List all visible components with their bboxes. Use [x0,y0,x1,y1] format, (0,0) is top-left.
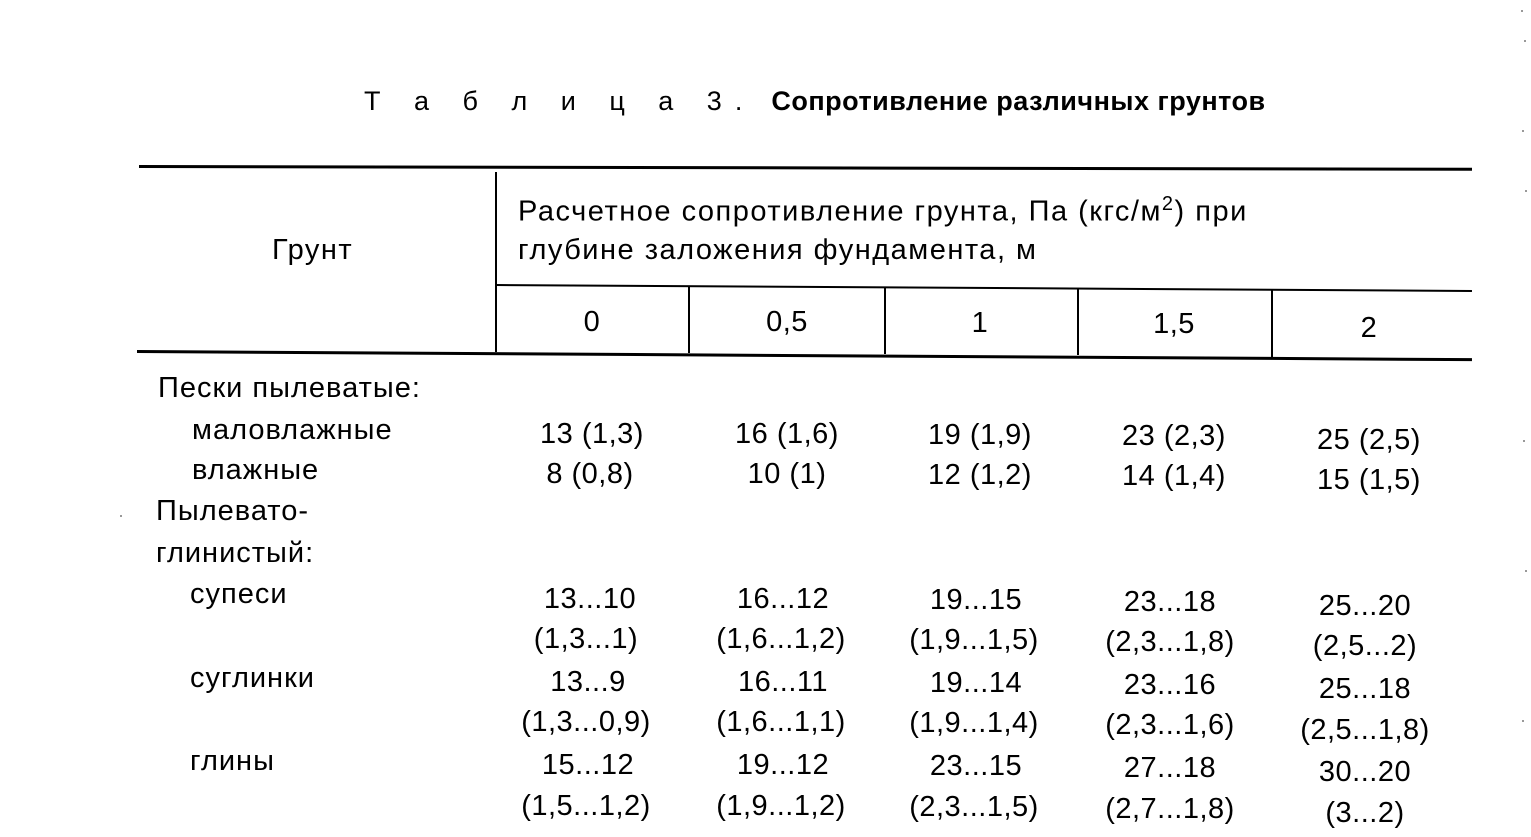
header-resistance-line2: глубине заложения фундамента, м [518,234,1038,266]
table-cell: (1,9...1,5) [909,624,1039,656]
scan-speck [1521,10,1523,12]
table-cell: 12 (1,2) [928,459,1032,491]
table-cell: (2,3...1,6) [1105,709,1235,741]
header-divider-0 [688,286,690,353]
scan-speck [1522,130,1524,132]
row-label-clay: глины [190,745,275,777]
table-cell: 25...20 [1318,590,1412,622]
header-divider-05 [884,287,886,354]
row-label-sandy-loam: супеси [190,578,288,610]
table-cell: 27...18 [1123,752,1217,784]
row-label-loam: суглинки [190,662,315,694]
depth-header-1: 1 [971,307,989,339]
header-divider-15 [1271,289,1273,357]
table-cell: (3...2) [1325,797,1405,829]
table-cell: 25 (2,5) [1317,424,1421,456]
table-cell: (1,5...1,2) [521,790,651,822]
table-cell: 13 (1,3) [540,418,644,450]
depth-header-05: 0,5 [766,306,808,338]
table-cell: 15 (1,5) [1317,464,1421,496]
group-label-silty-clay-line2: глинистый: [156,537,315,569]
depth-header-15: 1,5 [1153,308,1195,340]
table-cell: 15...12 [541,749,635,781]
scan-speck [120,515,122,517]
table-cell: 19...15 [929,584,1023,616]
table-cell: (1,9...1,2) [716,790,846,822]
table-cell: (2,7...1,8) [1105,793,1235,825]
table-cell: (2,3...1,8) [1105,626,1235,658]
group-label-silty-clay-line1: Пылевато- [156,495,310,527]
header-resistance-line1: Расчетное сопротивление грунта, Па $(кгс/м^2)$ при [518,193,1248,228]
table-cell: 30...20 [1318,756,1412,788]
table-cell: 19...14 [929,667,1023,699]
table-cell: (1,3...0,9) [521,706,651,738]
table-cell: 14 (1,4) [1122,460,1226,492]
table-cell: 19...12 [736,749,830,781]
depth-header-2: 2 [1360,312,1378,344]
table-cell: (1,6...1,1) [716,706,846,738]
depth-header-0: 0 [583,306,601,338]
table-caption [364,86,1266,117]
table-cell: (2,5...2) [1312,630,1418,662]
caption-title: Сопротивление различных грунтов [771,86,1266,116]
table-top-rule [139,165,1472,171]
table-cell: 13...9 [550,666,626,698]
table-cell: 19 (1,9) [928,419,1032,451]
scan-speck [1524,40,1526,42]
header-divider-soil [495,172,497,352]
scan-speck [1522,720,1524,722]
table-cell: 23...16 [1123,669,1217,701]
scan-speck [1525,570,1527,572]
header-superscript: 2 [1161,193,1175,215]
caption-prefix: Т а б л и ц а 3. [364,86,756,116]
header-soil-label: Грунт [272,234,354,266]
table-cell: (2,5...1,8) [1300,714,1430,746]
table-cell: 13...10 [543,583,637,615]
table-cell: 23...18 [1123,586,1217,618]
table-cell: 23 (2,3) [1122,420,1226,452]
table-cell: 16...12 [736,583,830,615]
table-cell: 10 (1) [747,458,827,490]
table-cell: 16 (1,6) [735,418,839,450]
group-label-sands: Пески пылеватые: [158,372,421,404]
table-cell: 23...15 [929,750,1023,782]
row-label-low-moisture: маловлажные [192,414,393,446]
header-divider-1 [1077,288,1079,355]
scan-speck [1523,440,1525,442]
table-cell: 25...18 [1318,673,1412,705]
header-mid-rule [496,284,1472,292]
row-label-moist: влажные [192,454,320,486]
scan-speck [1525,190,1527,192]
table-cell: (1,9...1,4) [909,707,1039,739]
table-cell: 16...11 [737,666,829,698]
table-cell: (1,3...1) [533,623,639,655]
table-cell: (1,6...1,2) [716,623,846,655]
table-cell: (2,3...1,5) [909,791,1039,823]
table-cell: 8 (0,8) [546,458,634,490]
